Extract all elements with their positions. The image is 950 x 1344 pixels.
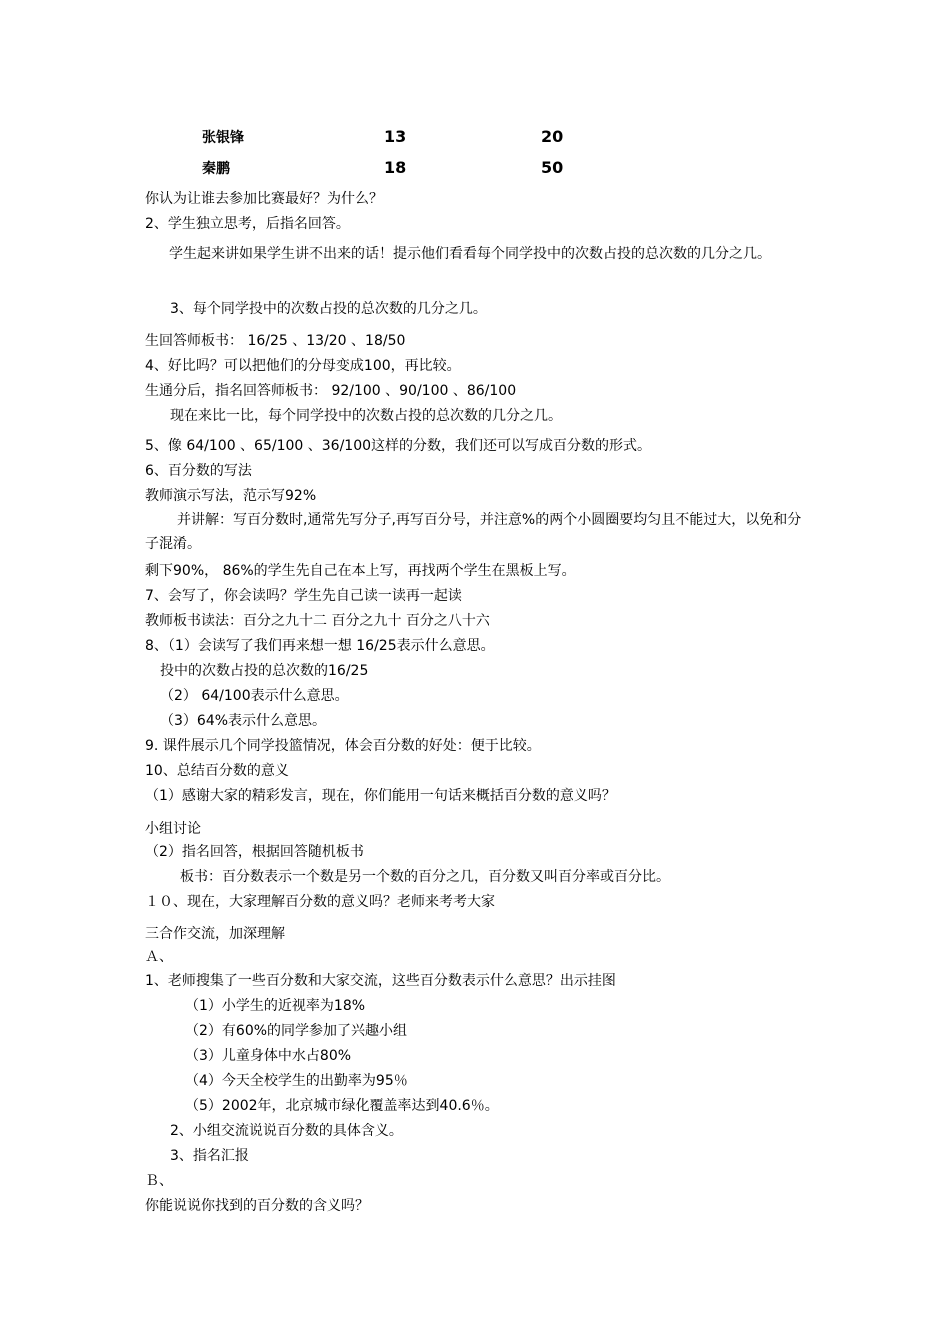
text-line: （2）指名回答，根据回答随机板书 [145, 844, 364, 860]
student-name: 秦鹏 [202, 161, 230, 177]
text-line: 10、总结百分数的意义 [145, 763, 289, 779]
text-line: （5）2002年，北京城市绿化覆盖率达到40.6％。 [185, 1098, 499, 1114]
text-line: 1、老师搜集了一些百分数和大家交流，这些百分数表示什么意思？出示挂图 [145, 973, 616, 989]
text-line: （1）感谢大家的精彩发言，现在，你们能用一句话来概括百分数的意义吗？ [145, 788, 616, 804]
table-cell: 20 [541, 127, 564, 146]
text-line: 现在来比一比，每个同学投中的次数占投的总次数的几分之几。 [170, 408, 562, 424]
text-line: 剩下90%， 86%的学生先自己在本上写，再找两个学生在黑板上写。 [145, 563, 576, 579]
text-line: 8、（1）会读写了我们再来想一想 16/25表示什么意思。 [145, 638, 495, 654]
text-line: （2）有60%的同学参加了兴趣小组 [185, 1023, 408, 1039]
table-row [0, 158, 950, 178]
text-line: １０、现在，大家理解百分数的意义吗？老师来考考大家 [145, 894, 495, 910]
text-line: 9. 课件展示几个同学投篮情况，体会百分数的好处：便于比较。 [145, 738, 541, 754]
student-name: 张银锋 [202, 130, 244, 146]
text-line: 生回答师板书： 16/25 、13/20 、18/50 [145, 333, 406, 349]
text-paragraph: 并讲解：写百分数时,通常先写分子,再写百分号，并注意%的两个小圆圈要均匀且不能过大，以免和分子混淆。 [145, 512, 802, 552]
text-line: Ａ、 [145, 949, 173, 965]
text-line: 2、小组交流说说百分数的具体含义。 [170, 1123, 403, 1139]
table-row [0, 127, 950, 147]
text-line: （3）64%表示什么意思。 [160, 713, 327, 729]
text-line: （4）今天全校学生的出勤率为95％ [185, 1073, 408, 1089]
table-cell: 13 [384, 127, 407, 146]
text-line: 板书：百分数表示一个数是另一个数的百分之几，百分数又叫百分率或百分比。 [180, 869, 670, 885]
text-line: 教师板书读法：百分之九十二 百分之九十 百分之八十六 [145, 613, 490, 629]
text-paragraph: 学生起来讲如果学生讲不出来的话！提示他们看看每个同学投中的次数占投的总次数的几分之几。 [169, 246, 771, 262]
text-line: 三合作交流，加深理解 [145, 926, 285, 942]
text-line: 3、每个同学投中的次数占投的总次数的几分之几。 [170, 301, 487, 317]
text-line: 2、学生独立思考，后指名回答。 [145, 216, 350, 232]
text-line: 你认为让谁去参加比赛最好？为什么？ [145, 191, 383, 207]
text-line: 小组讨论 [145, 821, 201, 837]
text-line: 3、指名汇报 [170, 1148, 249, 1164]
text-line: 6、百分数的写法 [145, 463, 252, 479]
text-line: （3）儿童身体中水占80% [185, 1048, 352, 1064]
text-line: 投中的次数占投的总次数的16/25 [160, 663, 369, 679]
table-cell: 50 [541, 158, 564, 177]
text-line: 生通分后，指名回答师板书： 92/100 、90/100 、86/100 [145, 383, 517, 399]
text-line: 你能说说你找到的百分数的含义吗？ [145, 1198, 369, 1214]
text-line: 教师演示写法，范示写92% [145, 488, 317, 504]
text-line: （2） 64/100表示什么意思。 [160, 688, 349, 704]
text-line: 5、像 64/100 、65/100 、36/100这样的分数，我们还可以写成百分数的形式。 [145, 438, 652, 454]
text-line: Ｂ、 [145, 1173, 173, 1189]
text-line: 7、会写了，你会读吗？学生先自己读一读再一起读 [145, 588, 462, 604]
table-cell: 18 [384, 158, 407, 177]
text-line: （1）小学生的近视率为18% [185, 998, 366, 1014]
text-line: 4、好比吗？可以把他们的分母变成100，再比较。 [145, 358, 461, 374]
